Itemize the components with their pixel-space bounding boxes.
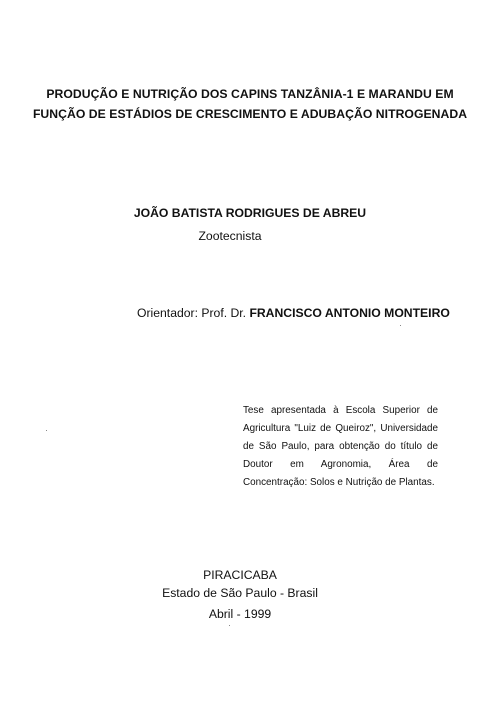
thesis-note: Tese apresentada à Escola Superior de Agricultura "Luiz de Queiroz", Universidade de São Paulo, para obtenção do título de Doutor em Agronomia, Área de Concentração: Solos e Nutrição de Plantas.: [243, 405, 438, 488]
author-name: JOÃO BATISTA RODRIGUES DE ABREU: [133, 206, 367, 220]
advisor-name: FRANCISCO ANTONIO MONTEIRO: [249, 306, 450, 320]
city: PIRACICABA: [203, 568, 277, 582]
scan-speck: [400, 325, 401, 326]
advisor-line: [137, 305, 450, 321]
author-profession: Zootecnista: [198, 229, 262, 243]
advisor-prefix: Orientador: Prof. Dr.: [137, 306, 250, 320]
date: Abril - 1999: [208, 607, 272, 621]
thesis-title: [18, 84, 482, 124]
scan-speck: [46, 430, 47, 431]
scan-speck: [229, 625, 230, 626]
state-country: Estado de São Paulo - Brasil: [162, 586, 318, 600]
thesis-title-line-2: FUNÇÃO DE ESTÁDIOS DE CRESCIMENTO E ADUBAÇÃO NITROGENADA: [32, 107, 468, 121]
thesis-title-line-1: PRODUÇÃO E NUTRIÇÃO DOS CAPINS TANZÂNIA-1 E MARANDU EM: [46, 87, 454, 101]
